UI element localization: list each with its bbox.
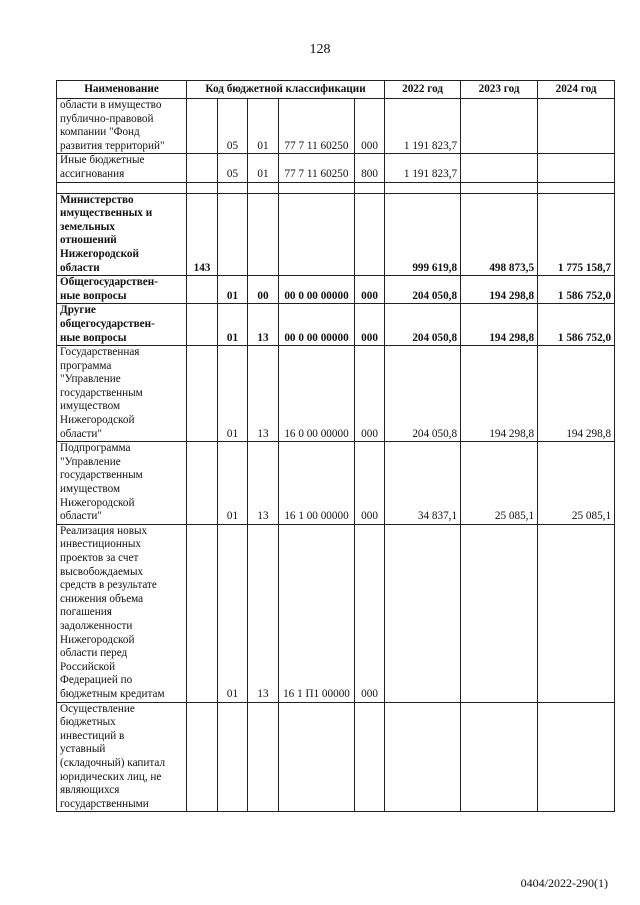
budget-table <box>56 80 615 812</box>
row-pr: 00 <box>248 276 279 304</box>
row-2022: 1 191 823,7 <box>385 154 461 182</box>
row-2022: 999 619,8 <box>385 193 461 276</box>
header-name: Наименование <box>57 81 187 99</box>
row-rz <box>218 193 248 276</box>
row-2024: 1 586 752,0 <box>538 304 615 346</box>
row-2022 <box>385 524 461 702</box>
table-row <box>57 193 615 276</box>
row-rz: 01 <box>218 276 248 304</box>
row-csr <box>279 193 355 276</box>
row-pr: 01 <box>248 99 279 154</box>
row-2023: 194 298,8 <box>461 346 538 442</box>
row-rz: 01 <box>218 346 248 442</box>
row-grbs <box>187 304 218 346</box>
row-pr: 13 <box>248 442 279 525</box>
row-pr: 01 <box>248 154 279 182</box>
row-pr <box>248 702 279 812</box>
row-pr <box>248 193 279 276</box>
row-rz: 01 <box>218 304 248 346</box>
row-name: области в имущество публично-правовой компании "Фонд развития территорий" <box>57 99 187 154</box>
table-row <box>57 524 615 702</box>
row-pr: 13 <box>248 524 279 702</box>
row-2024: 1 775 158,7 <box>538 193 615 276</box>
row-csr: 77 7 11 60250 <box>279 154 355 182</box>
row-csr: 16 1 П1 00000 <box>279 524 355 702</box>
row-name: Иные бюджетные ассигнования <box>57 154 187 182</box>
header-2024: 2024 год <box>538 81 615 99</box>
row-grbs <box>187 702 218 812</box>
row-2024 <box>538 524 615 702</box>
row-2022: 204 050,8 <box>385 346 461 442</box>
row-rz: 05 <box>218 154 248 182</box>
row-2023 <box>461 99 538 154</box>
row-name: Осуществление бюджетных инвестиций в уставный (складочный) капитал юридических лиц, не являющихся государственными <box>57 702 187 812</box>
row-csr: 16 0 00 00000 <box>279 346 355 442</box>
table-row <box>57 304 615 346</box>
header-2023: 2023 год <box>461 81 538 99</box>
row-grbs <box>187 524 218 702</box>
row-grbs <box>187 154 218 182</box>
row-rz <box>218 702 248 812</box>
row-2022: 204 050,8 <box>385 304 461 346</box>
row-name: Общегосударствен- ные вопросы <box>57 276 187 304</box>
page-number: 128 <box>309 42 331 57</box>
row-2024 <box>538 154 615 182</box>
row-2024: 1 586 752,0 <box>538 276 615 304</box>
row-vr: 000 <box>355 442 385 525</box>
table-row <box>57 346 615 442</box>
row-2022: 34 837,1 <box>385 442 461 525</box>
document-code: 0404/2022-290(1) <box>520 876 608 890</box>
header-code: Код бюджетной классификации <box>187 81 385 99</box>
table-row <box>57 154 615 182</box>
row-name: Государственная программа "Управление государственным имуществом Нижегородской области" <box>57 346 187 442</box>
row-2023 <box>461 154 538 182</box>
row-pr: 13 <box>248 346 279 442</box>
spacer-row <box>57 182 615 193</box>
row-grbs <box>187 99 218 154</box>
row-vr: 000 <box>355 304 385 346</box>
row-rz: 01 <box>218 442 248 525</box>
row-2023: 194 298,8 <box>461 304 538 346</box>
table-row <box>57 276 615 304</box>
row-grbs <box>187 442 218 525</box>
row-name: Министерство имущественных и земельных отношений Нижегородской области <box>57 193 187 276</box>
row-rz: 01 <box>218 524 248 702</box>
row-grbs <box>187 276 218 304</box>
row-2023 <box>461 524 538 702</box>
row-rz: 05 <box>218 99 248 154</box>
row-pr: 13 <box>248 304 279 346</box>
row-name: Подпрограмма "Управление государственным имуществом Нижегородской области" <box>57 442 187 525</box>
row-csr: 77 7 11 60250 <box>279 99 355 154</box>
row-csr: 00 0 00 00000 <box>279 304 355 346</box>
header-2022: 2022 год <box>385 81 461 99</box>
row-vr <box>355 193 385 276</box>
row-2023: 25 085,1 <box>461 442 538 525</box>
row-vr: 000 <box>355 346 385 442</box>
row-2024: 25 085,1 <box>538 442 615 525</box>
table-row <box>57 99 615 154</box>
row-vr: 000 <box>355 99 385 154</box>
row-name: Другие общегосударствен- ные вопросы <box>57 304 187 346</box>
row-2024 <box>538 702 615 812</box>
row-csr: 16 1 00 00000 <box>279 442 355 525</box>
row-2023: 498 873,5 <box>461 193 538 276</box>
row-2024: 194 298,8 <box>538 346 615 442</box>
row-2023: 194 298,8 <box>461 276 538 304</box>
row-grbs <box>187 346 218 442</box>
row-2022: 1 191 823,7 <box>385 99 461 154</box>
row-2022 <box>385 702 461 812</box>
row-name: Реализация новых инвестиционных проектов за счет высвобождаемых средств в результате снижения объема погашения задолженности Нижегородской области перед Российской Федерацией по бюджетным кредитам <box>57 524 187 702</box>
header-row <box>57 81 615 99</box>
row-vr <box>355 702 385 812</box>
table-row <box>57 702 615 812</box>
row-csr: 00 0 00 00000 <box>279 276 355 304</box>
row-2023 <box>461 702 538 812</box>
row-csr <box>279 702 355 812</box>
row-vr: 800 <box>355 154 385 182</box>
table-row <box>57 442 615 525</box>
row-2024 <box>538 99 615 154</box>
row-vr: 000 <box>355 524 385 702</box>
row-2022: 204 050,8 <box>385 276 461 304</box>
row-grbs: 143 <box>187 193 218 276</box>
row-vr: 000 <box>355 276 385 304</box>
